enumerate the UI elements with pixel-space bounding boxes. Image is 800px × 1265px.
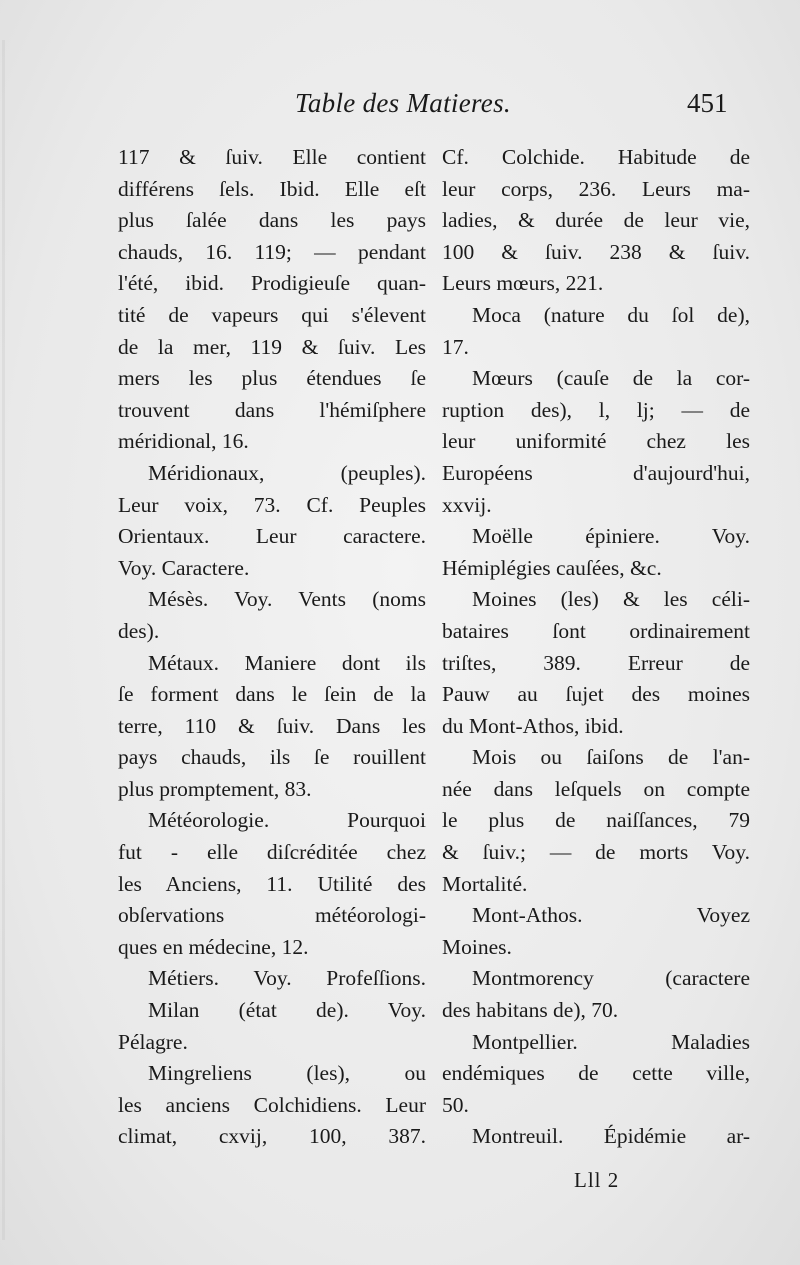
- index-line: chauds, 16. 119; — pendant: [118, 239, 426, 264]
- index-line: 17.: [442, 334, 469, 359]
- index-line: Montpellier. Maladies: [472, 1029, 750, 1054]
- index-line: Leur voix, 73. Cf. Peuples: [118, 492, 426, 517]
- index-line: Hémiplégies cauſées, &c.: [442, 555, 662, 580]
- index-line: Météorologie. Pourquoi: [148, 808, 426, 833]
- index-line: trouvent dans l'hémiſphere: [118, 397, 426, 422]
- index-line: triſtes, 389. Erreur de: [442, 650, 750, 675]
- index-line: Milan (état de). Voy.: [148, 998, 426, 1023]
- index-line: Moca (nature du ſol de),: [472, 302, 750, 327]
- page-edge-shadow: [2, 40, 5, 1240]
- index-line: fut - elle diſcréditée chez: [118, 840, 426, 865]
- index-line: Mois ou ſaiſons de l'an-: [472, 745, 750, 770]
- index-line: mers les plus étendues ſe: [118, 366, 426, 391]
- index-line: ques en médecine, 12.: [118, 934, 309, 959]
- page-number: 451: [687, 88, 728, 118]
- index-line: xxvij.: [442, 492, 492, 517]
- index-line: Méridionaux, (peuples).: [148, 460, 426, 485]
- index-line: pays chauds, ils ſe rouillent: [118, 745, 426, 770]
- index-line: du Mont-Athos, ibid.: [442, 713, 624, 738]
- index-line: de la mer, 119 & ſuiv. Les: [118, 334, 426, 359]
- index-line: ladies, & durée de leur vie,: [442, 208, 750, 233]
- right-column: [442, 142, 750, 1153]
- page-header: [0, 88, 800, 128]
- index-line: plus promptement, 83.: [118, 776, 312, 801]
- index-line: Pélagre.: [118, 1029, 188, 1054]
- index-line: 100 & ſuiv. 238 & ſuiv.: [442, 239, 750, 264]
- index-line: Mésès. Voy. Vents (noms: [148, 587, 426, 612]
- index-line: leur corps, 236. Leurs ma-: [442, 176, 750, 201]
- index-line: différens ſels. Ibid. Elle eſt: [118, 176, 426, 201]
- index-line: Cf. Colchide. Habitude de: [442, 145, 750, 169]
- index-line: Métaux. Maniere dont ils: [148, 650, 426, 675]
- index-line: Moëlle épiniere. Voy.: [472, 524, 750, 549]
- index-line: l'été, ibid. Prodigieuſe quan-: [118, 271, 426, 296]
- index-line: le plus de naiſſances, 79: [442, 808, 750, 833]
- index-line: 50.: [442, 1092, 469, 1117]
- index-line: Mont-Athos. Voyez: [472, 903, 750, 928]
- index-line: & ſuiv.; — de morts Voy.: [442, 840, 750, 865]
- index-line: les anciens Colchidiens. Leur: [118, 1092, 426, 1117]
- signature-mark: Lll 2: [574, 1168, 620, 1192]
- left-column: [118, 142, 426, 1153]
- running-title: Table des Matieres.: [295, 88, 511, 118]
- index-line: terre, 110 & ſuiv. Dans les: [118, 713, 426, 738]
- index-line: climat, cxvij, 100, 387.: [118, 1124, 426, 1149]
- index-line: 117 & ſuiv. Elle contient: [118, 145, 426, 169]
- index-line: Leurs mœurs, 221.: [442, 271, 604, 296]
- index-line: tité de vapeurs qui s'élevent: [118, 302, 426, 327]
- index-line: Montmorency (caractere: [472, 966, 750, 991]
- index-line: plus ſalée dans les pays: [118, 208, 426, 233]
- index-line: Métiers. Voy. Profeſſions.: [148, 966, 426, 991]
- index-line: Montreuil. Épidémie ar-: [472, 1124, 750, 1149]
- index-line: des).: [118, 618, 160, 643]
- index-line: ruption des), l, lj; — de: [442, 397, 750, 422]
- index-line: Orientaux. Leur caractere.: [118, 524, 426, 549]
- index-line: leur uniformité chez les: [442, 429, 750, 454]
- index-line: Mortalité.: [442, 871, 528, 896]
- index-line: méridional, 16.: [118, 429, 249, 454]
- index-line: obſervations météorologi-: [118, 903, 426, 928]
- index-line: bataires ſont ordinairement: [442, 618, 750, 643]
- index-line: endémiques de cette ville,: [442, 1061, 750, 1086]
- index-line: Européens d'aujourd'hui,: [442, 460, 750, 485]
- index-line: Mœurs (cauſe de la cor-: [472, 366, 750, 391]
- index-line: Moines.: [442, 934, 512, 959]
- index-line: des habitans de), 70.: [442, 998, 619, 1023]
- index-line: les Anciens, 11. Utilité des: [118, 871, 426, 896]
- index-line: Mingreliens (les), ou: [148, 1061, 426, 1086]
- index-line: Voy. Caractere.: [118, 555, 250, 580]
- index-line: ſe forment dans le ſein de la: [118, 682, 426, 707]
- index-line: Pauw au ſujet des moines: [442, 682, 750, 707]
- index-line: Moines (les) & les céli-: [472, 587, 750, 612]
- index-line: née dans leſquels on compte: [442, 776, 750, 801]
